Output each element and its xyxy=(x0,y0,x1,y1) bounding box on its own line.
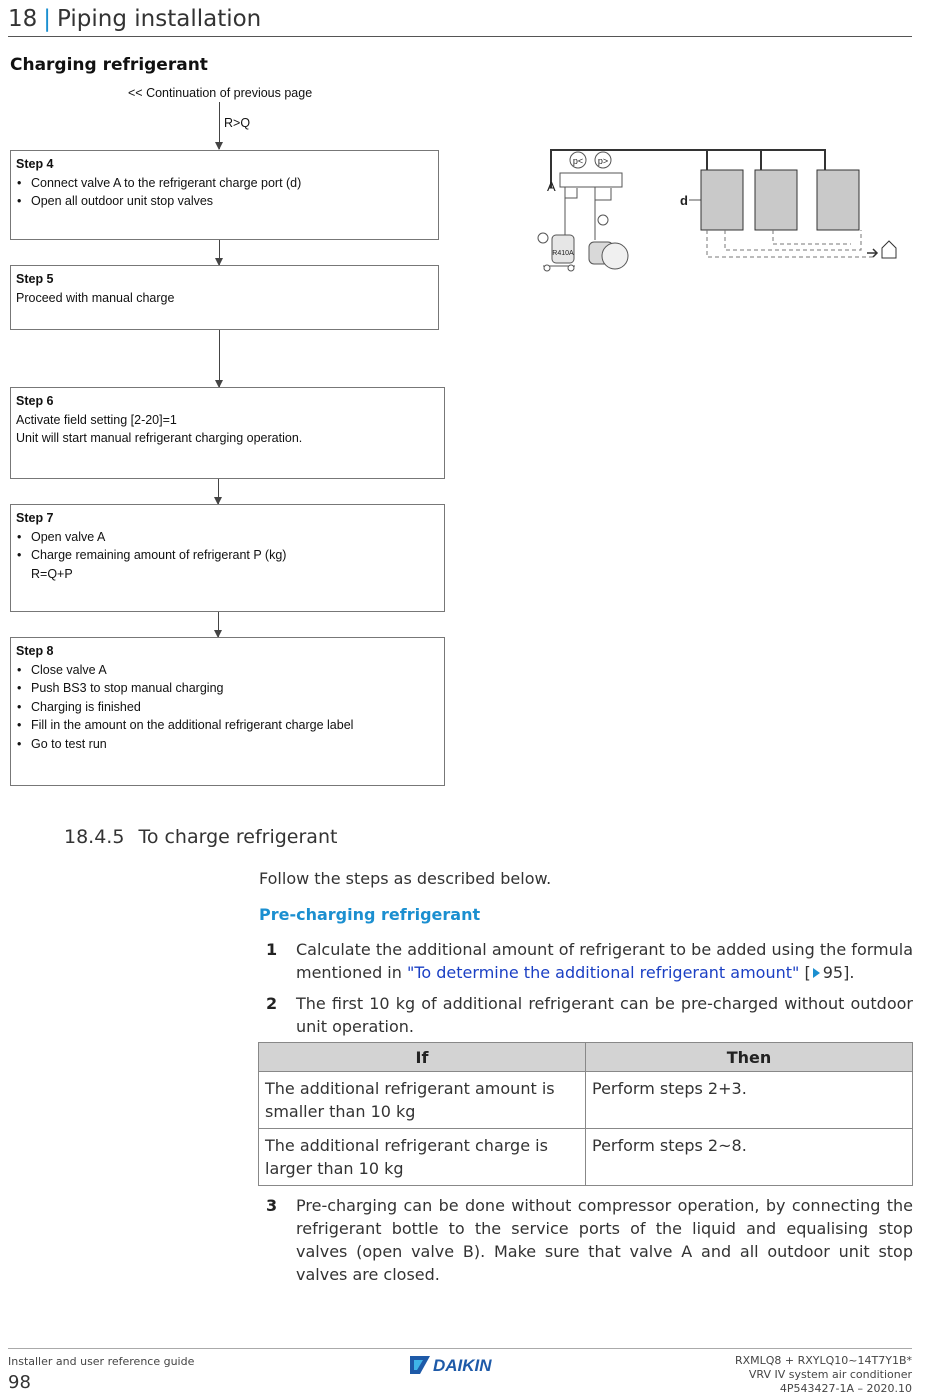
flow-arrow-1 xyxy=(219,102,220,149)
page-number: 98 xyxy=(8,1372,31,1393)
outdoor-units xyxy=(701,170,859,230)
flow-step-7 xyxy=(10,504,445,612)
step-bullet: • Charge remaining amount of refrigerant P (kg) xyxy=(16,546,439,565)
indoor-unit-house-icon xyxy=(882,241,896,258)
step-bullet: • Connect valve A to the refrigerant charge port (d) xyxy=(16,174,433,193)
arrow-icon xyxy=(867,249,877,257)
subsection-title: To charge refrigerant xyxy=(138,826,338,848)
step-title: Step 8 xyxy=(16,644,54,658)
gauge-high-label: p> xyxy=(597,156,609,166)
step-bullet: • Fill in the amount on the additional refrigerant charge label xyxy=(16,716,439,735)
step-bullet: • Open all outdoor unit stop valves xyxy=(16,192,433,211)
svg-text:DAIKIN: DAIKIN xyxy=(433,1356,492,1375)
step-title: Step 6 xyxy=(16,394,54,408)
footer-meta xyxy=(735,1354,912,1396)
daikin-logo xyxy=(408,1352,514,1376)
flow-arrow-2 xyxy=(219,240,220,265)
step-bullet: • Charging is finished xyxy=(16,698,439,717)
flow-step-6 xyxy=(10,387,445,479)
flow-step-8 xyxy=(10,637,445,786)
step-title: Step 5 xyxy=(16,272,54,286)
table-cell: The additional refrigerant amount is smaller than 10 kg xyxy=(259,1072,586,1129)
list-item-3 xyxy=(259,1194,913,1286)
table-cell: The additional refrigerant charge is larger than 10 kg xyxy=(259,1129,586,1186)
flow-step-5 xyxy=(10,265,439,330)
page-header xyxy=(8,6,261,32)
gauge-low-label: p< xyxy=(572,156,584,166)
item-number: 1 xyxy=(266,940,278,959)
table-row xyxy=(259,1129,913,1186)
flow-arrow-4 xyxy=(218,479,219,504)
valve-a-label: A xyxy=(547,179,556,194)
footer-product: VRV IV system air conditioner xyxy=(748,1368,912,1381)
ref-open: [ xyxy=(799,963,811,982)
step-line: Unit will start manual refrigerant charging operation. xyxy=(16,431,303,445)
list-item-2 xyxy=(259,992,913,1038)
precharging-heading: Pre-charging refrigerant xyxy=(259,905,481,924)
flow-step-4 xyxy=(10,150,439,240)
step-formula: R=Q+P xyxy=(31,566,73,581)
footer-rule xyxy=(8,1348,912,1349)
list-item-1 xyxy=(259,938,913,984)
if-then-table xyxy=(258,1042,913,1186)
item-text: Calculate the additional amount of refrigerant to be added using the formula mentioned in xyxy=(296,940,913,982)
item-number: 2 xyxy=(266,994,278,1013)
item-text: Pre-charging can be done without compressor operation, by connecting the refrigerant bottle to the service ports of the liquid and equalising stop valves (open valve B). Make sure that valve A and all outdoor unit stop valves are closed. xyxy=(296,1196,913,1284)
step-bullet: • Go to test run xyxy=(16,735,439,754)
cross-reference-link[interactable]: "To determine the additional refrigerant amount" xyxy=(406,963,800,982)
page-reference-icon xyxy=(813,968,820,978)
manifold-icon xyxy=(560,173,622,187)
table-header-then: Then xyxy=(586,1043,913,1072)
subsection-number: 18.4.5 xyxy=(64,826,125,848)
ref-page: 95 xyxy=(822,963,844,982)
chapter-number: 18 xyxy=(8,6,38,32)
header-separator: | xyxy=(43,6,52,32)
refrigerant-piping-diagram xyxy=(525,140,915,280)
step-bullet: • Open valve A xyxy=(16,528,439,547)
footer-guide: Installer and user reference guide xyxy=(8,1355,195,1368)
step-title: Step 7 xyxy=(16,511,54,525)
step-line: Activate field setting [2-20]=1 xyxy=(16,412,177,427)
item-text: The first 10 kg of additional refrigerant can be pre-charged without outdoor unit operation. xyxy=(296,994,913,1036)
charge-port-label: d xyxy=(680,193,688,208)
section-title: Charging refrigerant xyxy=(10,55,208,75)
flow-arrow-5 xyxy=(218,612,219,637)
flow-arrow-3 xyxy=(219,330,220,387)
flowchart-continuation: << Continuation of previous page xyxy=(128,86,313,100)
chapter-title: Piping installation xyxy=(57,6,262,32)
scale-gauge-icon xyxy=(538,233,548,243)
flowchart-condition: R>Q xyxy=(224,116,251,130)
table-cell: Perform steps 2+3. xyxy=(586,1072,913,1129)
cylinder-label: R410A xyxy=(552,250,574,257)
item-number: 3 xyxy=(266,1196,278,1215)
table-row xyxy=(259,1072,913,1129)
vacuum-gauge-icon xyxy=(598,215,608,225)
table-header-if: If xyxy=(259,1043,586,1072)
step-bullet: • Close valve A xyxy=(16,661,439,680)
step-line: Proceed with manual charge xyxy=(16,290,175,305)
table-cell: Perform steps 2~8. xyxy=(586,1129,913,1186)
intro-text: Follow the steps as described below. xyxy=(259,869,552,888)
ref-close: ]. xyxy=(843,963,855,982)
subsection-heading xyxy=(64,826,337,848)
footer-model: RXMLQ8 + RXYLQ10~14T7Y1B* xyxy=(734,1354,912,1367)
footer-doc-code: 4P543427-1A – 2020.10 xyxy=(779,1382,912,1395)
step-title: Step 4 xyxy=(16,157,54,171)
header-rule xyxy=(8,36,912,37)
step-bullet: • Push BS3 to stop manual charging xyxy=(16,679,439,698)
vacuum-pump-icon xyxy=(589,242,628,269)
